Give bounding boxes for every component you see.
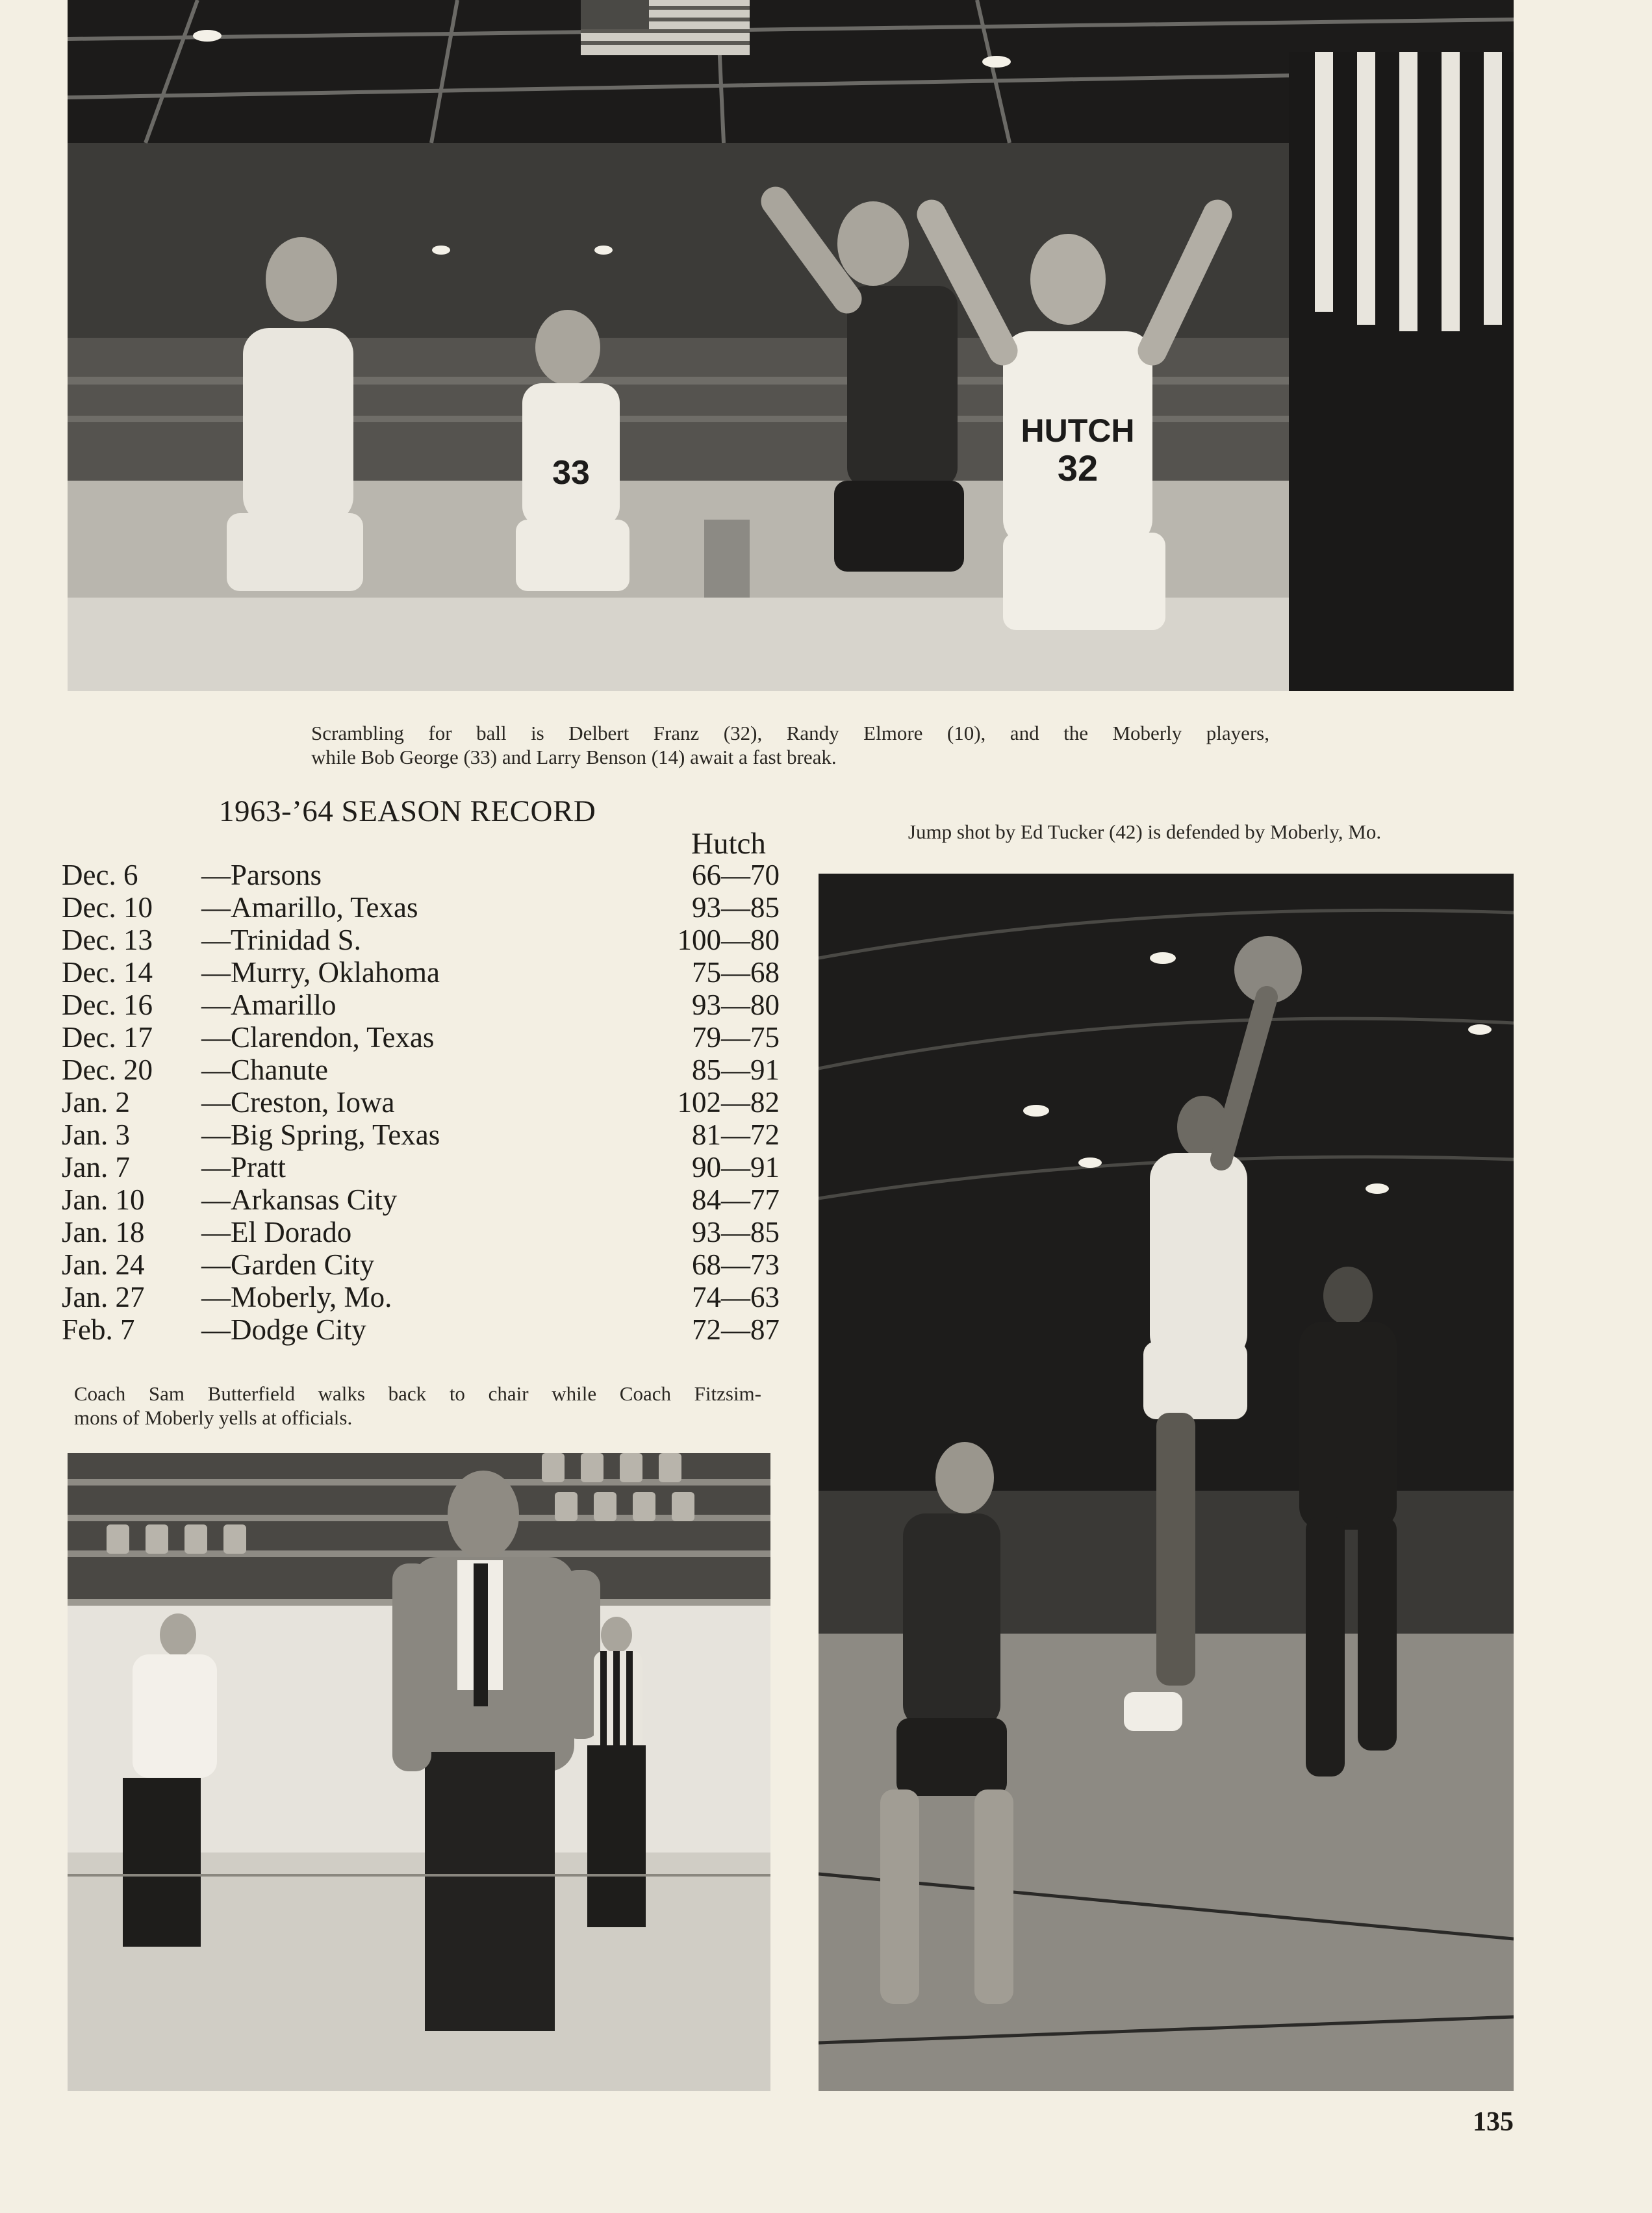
table-row: [62, 956, 780, 989]
game-date: Jan. 24: [62, 1248, 145, 1281]
game-date: Dec. 10: [62, 891, 153, 924]
table-row: [62, 859, 780, 891]
top-game-photo: [68, 0, 1514, 691]
game-opponent: —Big Spring, Texas: [201, 1119, 440, 1151]
game-opponent: —Parsons: [201, 859, 322, 891]
table-row: [62, 1151, 780, 1183]
game-opponent: —Clarendon, Texas: [201, 1021, 435, 1054]
game-score: 68—73: [692, 1248, 780, 1281]
game-score: 93—85: [692, 891, 780, 924]
game-opponent: —Dodge City: [201, 1313, 366, 1346]
game-opponent: —Amarillo, Texas: [201, 891, 418, 924]
table-row: [62, 924, 780, 956]
game-date: Jan. 3: [62, 1119, 130, 1151]
game-score: 79—75: [692, 1021, 780, 1054]
game-opponent: —Murry, Oklahoma: [201, 956, 440, 989]
table-row: [62, 989, 780, 1021]
game-date: Jan. 2: [62, 1086, 130, 1119]
table-row: [62, 1313, 780, 1346]
game-opponent: —Trinidad S.: [201, 924, 361, 956]
game-date: Jan. 10: [62, 1183, 145, 1216]
game-date: Dec. 20: [62, 1054, 153, 1086]
game-date: Dec. 17: [62, 1021, 153, 1054]
game-score: 75—68: [692, 956, 780, 989]
top-photo-caption: [311, 721, 1269, 769]
table-row: [62, 1054, 780, 1086]
coach-photo: [68, 1453, 770, 2091]
game-score: 81—72: [692, 1119, 780, 1151]
coach-photo-caption: [74, 1382, 761, 1430]
table-row: [62, 1248, 780, 1281]
game-score: 85—91: [692, 1054, 780, 1086]
game-score: 74—63: [692, 1281, 780, 1313]
game-score: 66—70: [692, 859, 780, 891]
jersey-number-32: 32: [1057, 448, 1099, 488]
page-number: 135: [1473, 2107, 1514, 2137]
table-row: [62, 1183, 780, 1216]
game-opponent: —Garden City: [201, 1248, 375, 1281]
game-opponent: —Amarillo: [201, 989, 337, 1021]
game-score: 90—91: [692, 1151, 780, 1183]
season-record-title: 1963-’64 SEASON RECORD: [219, 794, 596, 828]
jump-shot-photo: [819, 874, 1514, 2091]
game-opponent: —Chanute: [201, 1054, 328, 1086]
table-row: [62, 1086, 780, 1119]
jersey-number-33: 33: [552, 454, 590, 492]
game-date: Dec. 14: [62, 956, 153, 989]
game-opponent: —Creston, Iowa: [201, 1086, 395, 1119]
coach-caption-line2: mons of Moberly yells at officials.: [74, 1406, 353, 1429]
game-score: 93—85: [692, 1216, 780, 1248]
game-date: Jan. 18: [62, 1216, 145, 1248]
game-score: 100—80: [677, 924, 780, 956]
game-score: 72—87: [692, 1313, 780, 1346]
top-caption-line2: while Bob George (33) and Larry Benson (14) await a fast break.: [311, 746, 837, 768]
game-date: Feb. 7: [62, 1313, 135, 1346]
season-record-column-header: Hutch: [691, 827, 766, 861]
jersey-team-text: HUTCH: [1021, 412, 1135, 449]
game-score: 102—82: [677, 1086, 780, 1119]
game-opponent: —El Dorado: [201, 1216, 352, 1248]
table-row: [62, 1119, 780, 1151]
game-opponent: —Moberly, Mo.: [201, 1281, 392, 1313]
game-opponent: —Pratt: [201, 1151, 286, 1183]
game-date: Dec. 13: [62, 924, 153, 956]
coach-caption-line1: Coach Sam Butterfield walks back to chair while Coach Fitzsim-: [74, 1382, 761, 1405]
top-caption-line1: Scrambling for ball is Delbert Franz (32), Randy Elmore (10), and the Moberly players,: [311, 722, 1269, 744]
game-date: Jan. 7: [62, 1151, 130, 1183]
game-date: Dec. 6: [62, 859, 138, 891]
game-date: Dec. 16: [62, 989, 153, 1021]
table-row: [62, 1281, 780, 1313]
season-record-table: [62, 859, 780, 1346]
jump-shot-caption: Jump shot by Ed Tucker (42) is defended by Moberly, Mo.: [908, 820, 1382, 843]
table-row: [62, 891, 780, 924]
game-score: 93—80: [692, 989, 780, 1021]
game-opponent: —Arkansas City: [201, 1183, 398, 1216]
table-row: [62, 1021, 780, 1054]
game-score: 84—77: [692, 1183, 780, 1216]
game-date: Jan. 27: [62, 1281, 145, 1313]
table-row: [62, 1216, 780, 1248]
